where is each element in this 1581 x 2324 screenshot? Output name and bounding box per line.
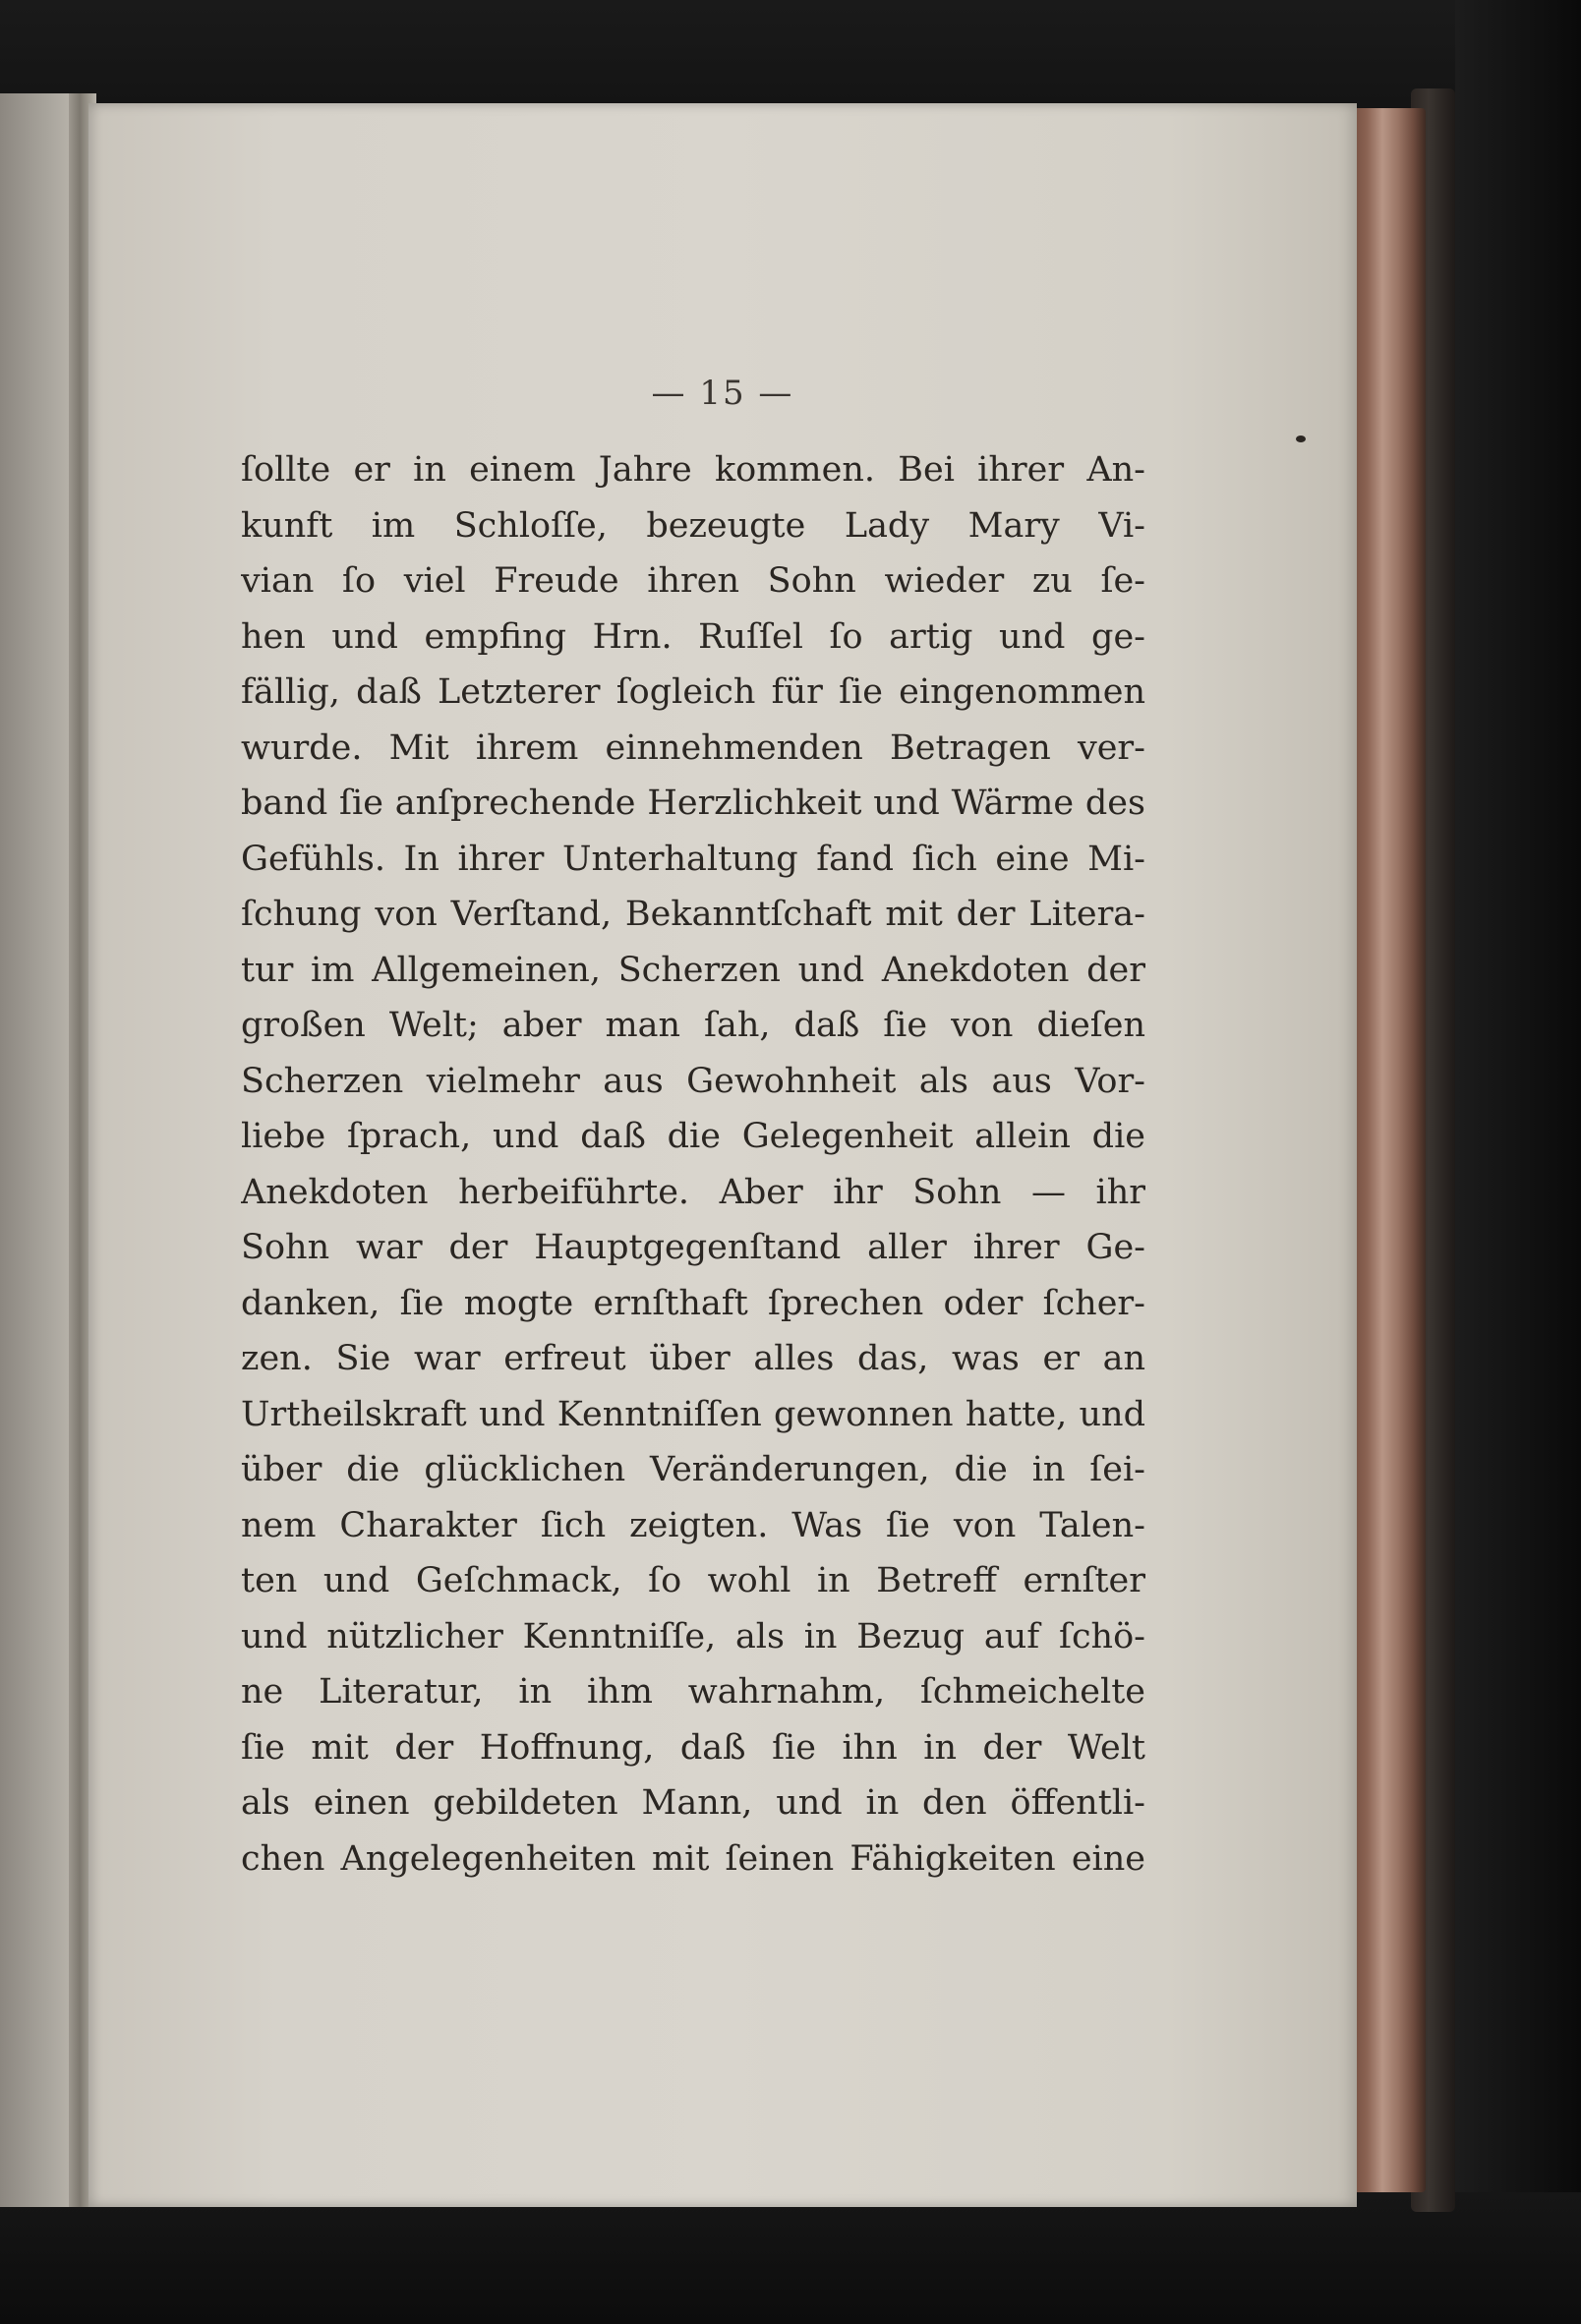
text-line: chen Angelegenheiten mit ſeinen Fähigkeiten eine	[241, 1838, 1145, 1879]
backdrop-bottom	[0, 2192, 1581, 2324]
book-page-edge	[1347, 108, 1426, 2192]
text-line: tur im Allgemeinen, Scherzen und Anekdoten der	[241, 950, 1145, 990]
backdrop-right	[1455, 0, 1581, 2324]
text-line: ten und Geſchmack, ſo wohl in Betreff ernſter	[241, 1561, 1145, 1600]
text-line: und nützlicher Kenntniſſe, als in Bezug auf ſchö-	[241, 1616, 1145, 1656]
text-line: hen und empfing Hrn. Ruſſel ſo artig und ge-	[241, 616, 1145, 657]
text-line: zen. Sie war erfreut über alles das, was er an	[241, 1339, 1145, 1378]
text-line: kunft im Schloſſe, bezeugte Lady Mary Vi-	[241, 505, 1145, 546]
text-line: wurde. Mit ihrem einnehmenden Betragen ver-	[241, 727, 1145, 768]
text-line: ſollte er in einem Jahre kommen. Bei ihrer An-	[241, 450, 1145, 490]
book-page	[88, 103, 1357, 2207]
text-line: band ſie anſprechende Herzlichkeit und Wärme des	[241, 784, 1145, 823]
text-line: Gefühls. In ihrer Unterhaltung fand ſich eine Mi-	[241, 839, 1145, 879]
text-line: nem Charakter ſich zeigten. Was ſie von Talen-	[241, 1505, 1145, 1545]
text-line: großen Welt; aber man ſah, daß ſie von dieſen	[241, 1006, 1145, 1045]
text-line: Sohn war der Hauptgegenſtand aller ihrer Ge-	[241, 1228, 1145, 1267]
page-number: — 15 —	[651, 374, 794, 413]
text-line: fällig, daß Letzterer ſogleich für ſie eingenommen	[241, 672, 1145, 712]
text-line: danken, ſie mogte ernſthaft ſprechen oder ſcher-	[241, 1283, 1145, 1323]
text-line: als einen gebildeten Mann, und in den öffentli-	[241, 1783, 1145, 1823]
page-text	[241, 442, 1145, 1887]
text-line: ſchung von Verſtand, Bekanntſchaft mit der Litera-	[241, 895, 1145, 934]
text-line: über die glücklichen Veränderungen, die in ſei-	[241, 1450, 1145, 1489]
text-line: Urtheilskraft und Kenntniſſen gewonnen hatte, und	[241, 1394, 1145, 1434]
text-line: Scherzen vielmehr aus Gewohnheit als aus Vor-	[241, 1061, 1145, 1101]
ink-speck	[1296, 436, 1306, 442]
text-line: ſie mit der Hoffnung, daß ſie ihn in der Welt	[241, 1727, 1145, 1768]
text-line: vian ſo viel Freude ihren Sohn wieder zu ſe-	[241, 561, 1145, 601]
text-line: liebe ſprach, und daß die Gelegenheit allein die	[241, 1117, 1145, 1156]
backdrop-top	[0, 0, 1581, 108]
text-line: Anekdoten herbeiführte. Aber ihr Sohn — ihr	[241, 1172, 1145, 1212]
text-line: ne Literatur, in ihm wahrnahm, ſchmeichelte	[241, 1672, 1145, 1712]
